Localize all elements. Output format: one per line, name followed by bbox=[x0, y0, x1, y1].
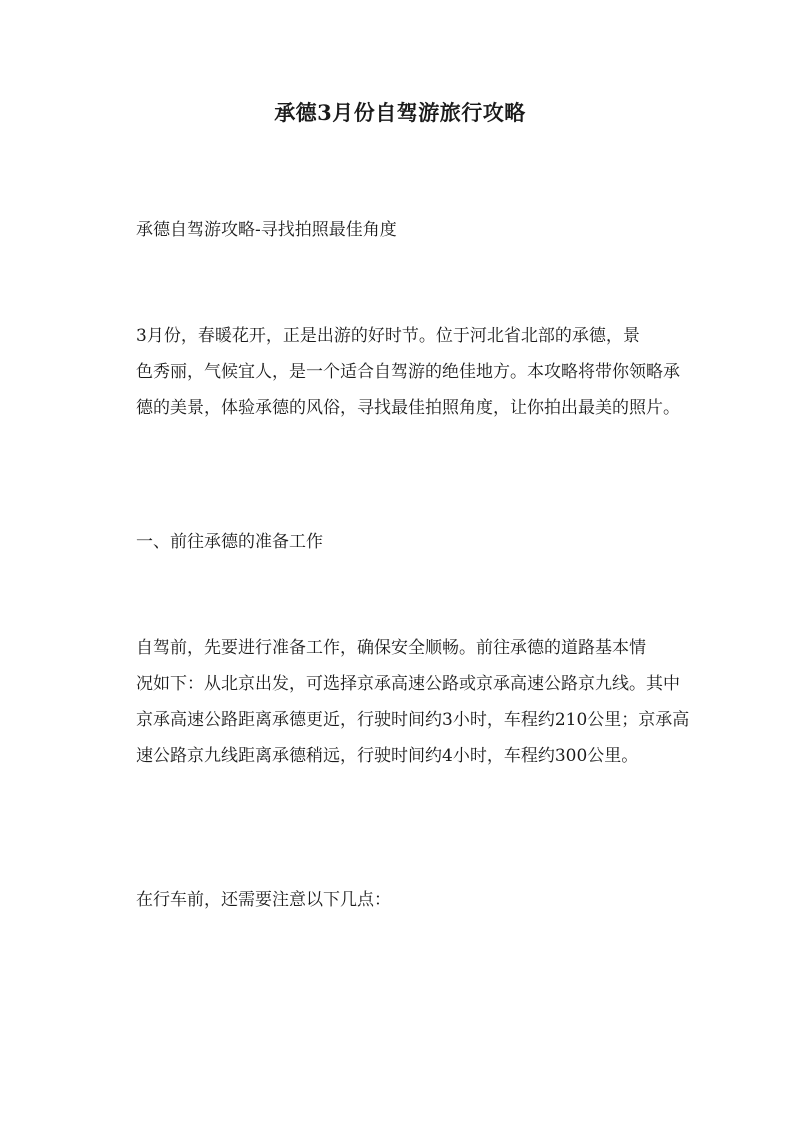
intro-line: 3月份，春暖花开，正是出游的好时节。位于河北省北部的承德，景 bbox=[136, 326, 640, 346]
section1-line: 自驾前，先要进行准备工作，确保安全顺畅。前往承德的道路基本情 bbox=[136, 638, 646, 658]
section1-line: 况如下：从北京出发，可选择京承高速公路或京承高速公路京九线。其中 bbox=[136, 674, 680, 694]
intro-line: 色秀丽，气候宜人，是一个适合自驾游的绝佳地方。本攻略将带你领略承 bbox=[136, 362, 680, 382]
section-heading: 一、前往承德的准备工作 bbox=[136, 532, 323, 552]
page-title: 承德3月份自驾游旅行攻略 bbox=[274, 100, 526, 125]
section1-line: 速公路京九线距离承德稍远，行驶时间约4小时，车程约300公里。 bbox=[136, 746, 639, 766]
section1-paragraph bbox=[136, 630, 691, 774]
subtitle: 承德自驾游攻略-寻找拍照最佳角度 bbox=[136, 220, 397, 240]
section1-line: 京承高速公路距离承德更近，行驶时间约3小时，车程约210公里；京承高 bbox=[136, 710, 690, 730]
intro-line: 德的美景，体验承德的风俗，寻找最佳拍照角度，让你拍出最美的照片。 bbox=[136, 398, 680, 418]
intro-paragraph bbox=[136, 318, 691, 426]
before-driving-note: 在行车前，还需要注意以下几点： bbox=[136, 890, 391, 910]
